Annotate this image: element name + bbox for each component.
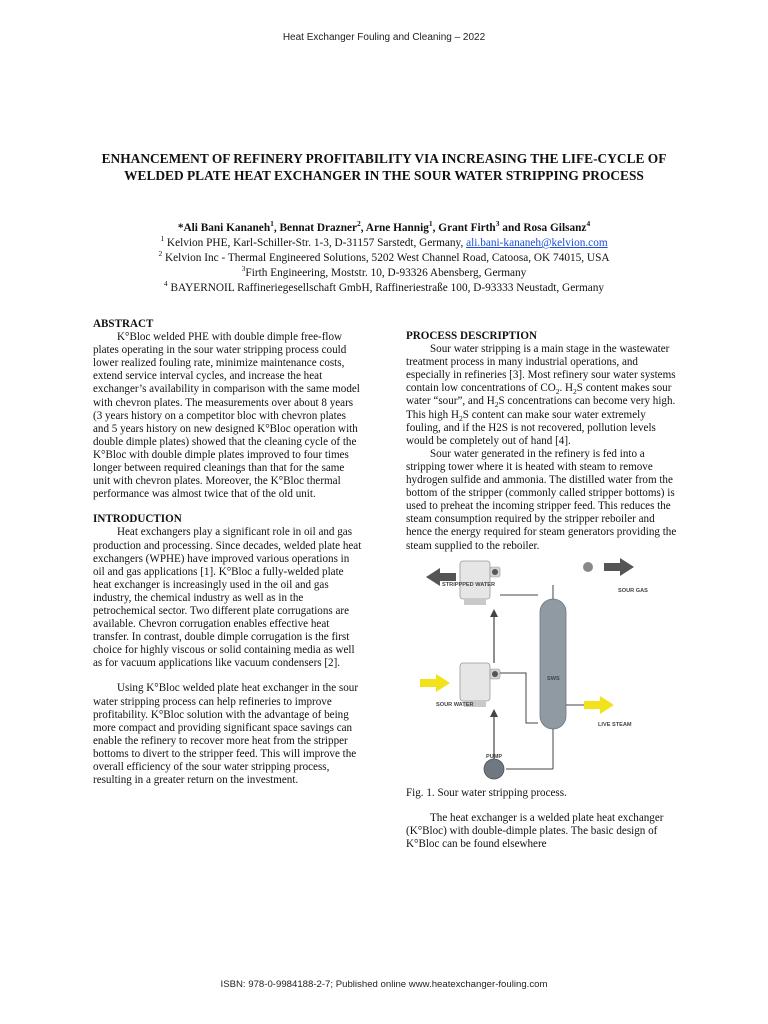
label-sws: SWS [547, 675, 560, 682]
introduction-paragraph-2: Using K°Bloc welded plate heat exchanger in the sour water stripping process can help refineries to improve profitability. K°Bloc solution with the advantage of being more compact and providing significant space savings can enable the refinery to recover more heat from the stripper bottoms to divert to the stripper feed. This will improve the overall efficiency of the sour water stripping process, resulting in a greater return on the investment. [93, 682, 359, 787]
affiliation-2: $^2$ Kelvion Inc - Thermal Engineered Solutions, 5202 West Channel Road, Catoosa, OK 74015, USA [158, 249, 610, 264]
sour-water-arrow [420, 674, 450, 692]
process-paragraph-3: The heat exchanger is a welded plate heat exchanger (K°Bloc) with double-dimple plates. The basic design of K°Bloc can be found elsewhere [406, 811, 664, 850]
label-sour-water: SOUR WATER [436, 701, 474, 708]
process-paragraph-2: Sour water generated in the refinery is fed into a stripping tower where it is heated with steam to remove hydrogen sulfide and ammonia. The distilled water from the bottom of the stripper (commonly called stripper bottoms) is used to preheat the incoming stripper feed. This reduces the steam consumption required by the stripper reboiler and hence the energy required for steam generators providing the steam supplied to the reboiler. [406, 447, 677, 552]
affiliation-1: $^1$ Kelvion PHE, Karl-Schiller-Str. 1-3, D-31157 Sarstedt, Germany, ali.bani-kananeh@kelvion.com [160, 234, 608, 249]
label-pump: PUMP [486, 753, 503, 760]
sour-gas-ball [583, 562, 593, 572]
email-link[interactable]: ali.bani-kananeh@kelvion.com [466, 237, 608, 249]
sws-column [540, 599, 566, 729]
introduction-paragraph-1: Heat exchangers play a significant role in oil and gas production and processing. Since decades, welded plate heat exchangers (WPHE) have improved various operations in oil and gas applications [1]. K°Bloc a fully-welded plate heat exchanger is increasingly used in the oil and gas industry, the chemical industry as well as in the petrochemical sector. Two different plate corrugations are available. Chevron corrugation enables effective heat transfer. In contrast, double dimple corrugation is the first choice for highly viscous or solid containing media as well as for vacuum applications like vacuum condensers [2]. [93, 526, 362, 670]
left-column [93, 318, 363, 787]
footer: ISBN: 978-0-9984188-2-7; Published online www.heatexchanger-fouling.com [220, 979, 548, 990]
author-block [40, 221, 728, 296]
figure-caption: Fig. 1. Sour water stripping process. [406, 786, 567, 799]
process-diagram [406, 555, 678, 787]
paper-title: ENHANCEMENT OF REFINERY PROFITABILITY VIA INCREASING THE LIFE-CYCLE OF WELDED PLATE HEAT EXCHANGER IN THE SOUR WATER STRIPPING PROCESS [101, 151, 667, 183]
sour-gas-arrow [604, 558, 634, 576]
right-column [406, 330, 678, 851]
live-steam-arrow [584, 696, 614, 714]
label-stripped-water: STRIPPPED WATER [442, 581, 496, 588]
introduction-heading: INTRODUCTION [93, 513, 182, 526]
affiliation-4: $^4$ BAYERNOIL Raffineriegesellschaft GmbH, Raffineriestraße 100, D-93333 Neustadt, Germany [163, 279, 605, 294]
process-paragraph-1: Sour water stripping is a main stage in the wastewater treatment process in many industrial operations, and especially in refineries [3]. Most refinery sour water systems contain low concentrations of $CO_2$. $H_2S$ content makes sour water “sour”, and $H_2S$ concentrations can become very high. This high $H_2S$ content can make sour water extremely fouling, and if the H2S is not recovered, pollution levels would be completely out of hand [4]. [406, 343, 676, 447]
abstract-text: K°Bloc welded PHE with double dimple free-flow plates operating in the sour water stripping process could lower realized fouling rate, minimize maintenance costs, extend service interval cycles, and increase the heat exchanger’s availability in comparison with the same model with chevron plates. The measurements over about 8 years (3 years history on a competitor bloc with chevron plates and 5 years history on new designed K°Bloc operation with double dimple plates) showed that the cleaning cycle of the K°Bloc with double dimple plates improved to four times longer between required cleanings than that for the same unit with chevron plates. Moreover, the K°Bloc thermal performance was almost twice that of the old unit. [93, 331, 360, 501]
affiliation-3: $^3$Firth Engineering, Moststr. 10, D-93326 Abensberg, Germany [241, 264, 527, 279]
label-live-steam: LIVE STEAM [598, 721, 632, 728]
author-list: *Ali Bani Kananeh$^1$, Bennat Drazner$^2$, Arne Hannig$^1$, Grant Firth$^3$ and Rosa Gilsanz$^4$ [177, 219, 591, 234]
abstract-heading: ABSTRACT [93, 318, 154, 330]
process-heading: PROCESS DESCRIPTION [406, 330, 537, 342]
label-sour-gas: SOUR GAS [618, 587, 648, 594]
running-header: Heat Exchanger Fouling and Cleaning – 2022 [282, 32, 486, 43]
